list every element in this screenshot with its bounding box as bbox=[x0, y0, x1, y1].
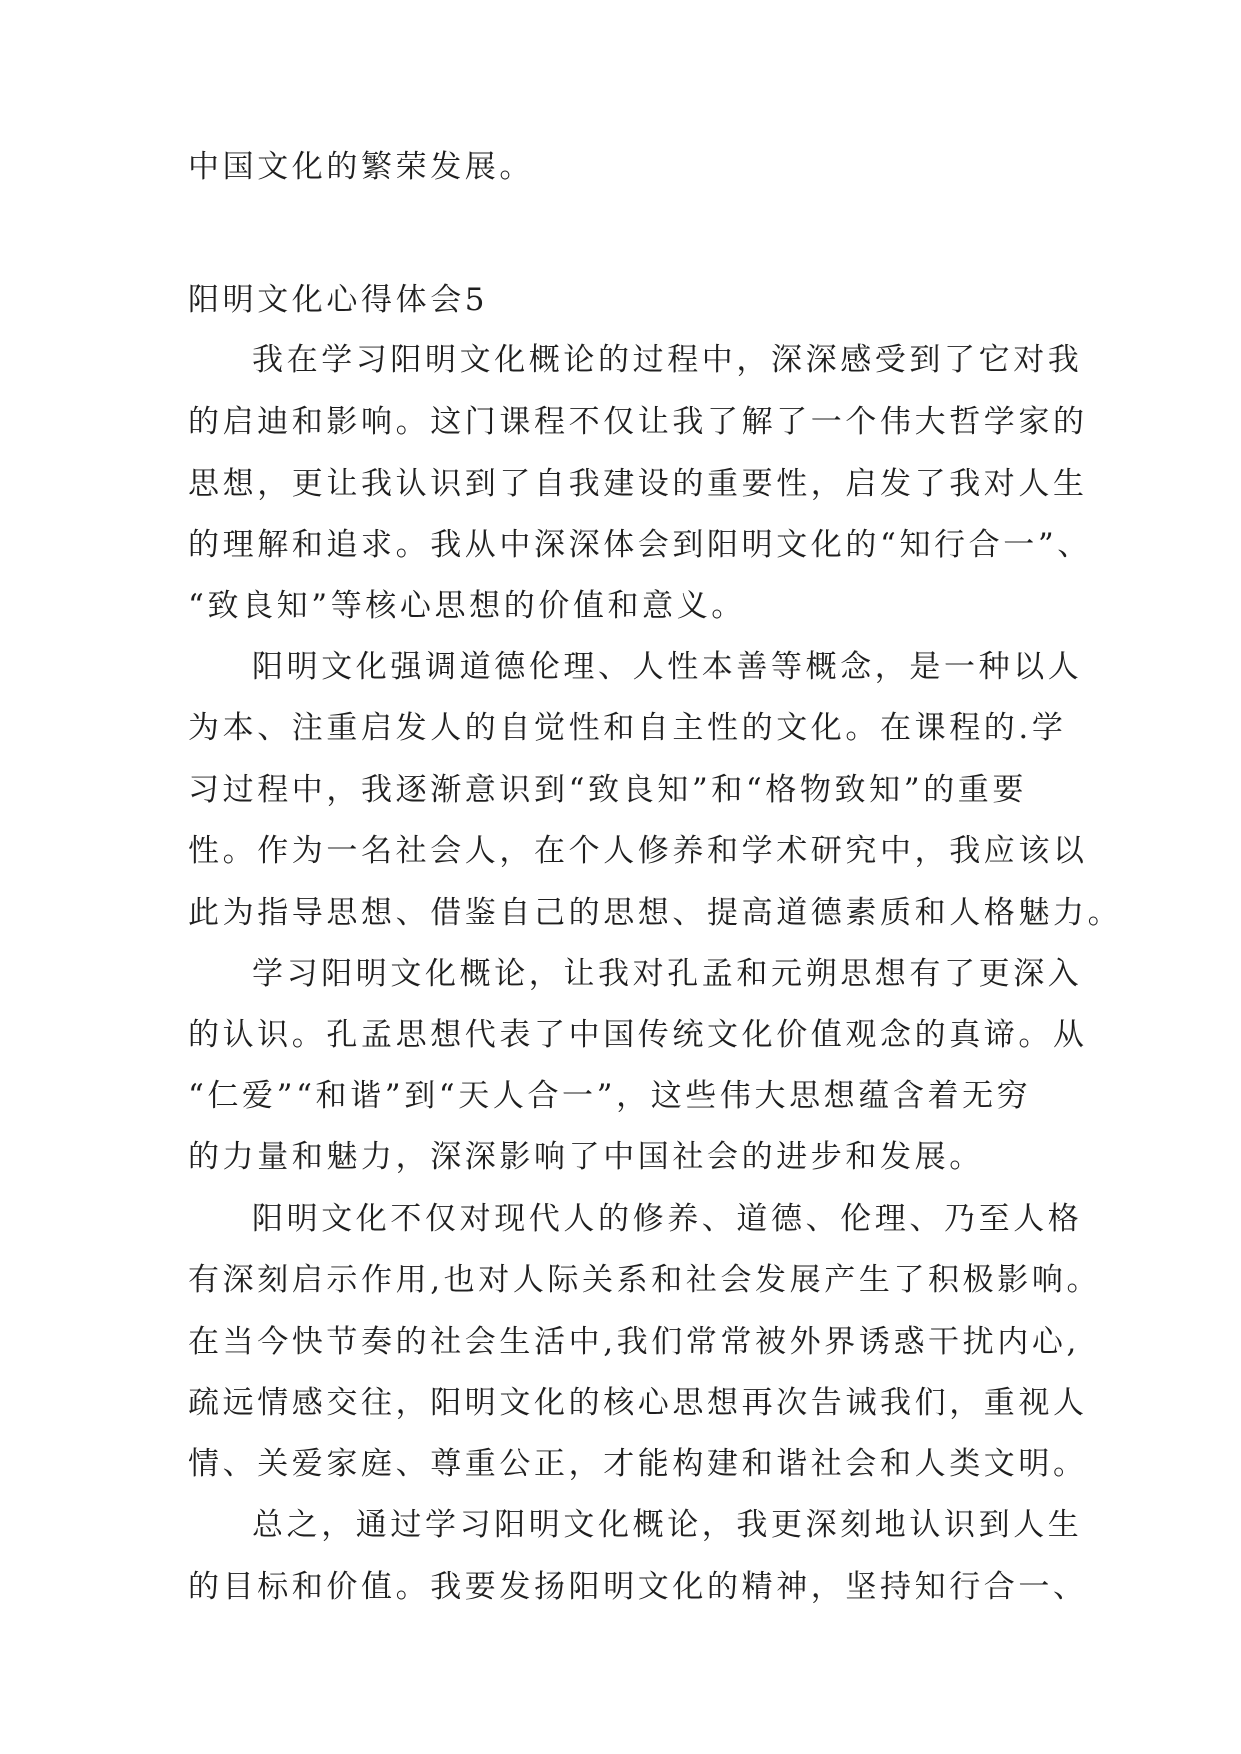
continuation-line: 中国文化的繁荣发展。 bbox=[188, 149, 534, 185]
paragraph-line: 习过程中，我逐渐意识到“致良知”和“格物致知”的重要 bbox=[188, 772, 1027, 808]
paragraph-line: “仁爱”“和谐”到“天人合一”，这些伟大思想蕴含着无穷 bbox=[188, 1078, 1032, 1114]
paragraph-line: 疏远情感交往，阳明文化的核心思想再次告诫我们，重视人 bbox=[188, 1385, 1088, 1421]
paragraph-line: 的认识。孔孟思想代表了中国传统文化价值观念的真谛。从 bbox=[188, 1017, 1088, 1053]
paragraph-line: 的目标和价值。我要发扬阳明文化的精神，坚持知行合一、 bbox=[188, 1569, 1088, 1605]
paragraph-line: 的理解和追求。我从中深深体会到阳明文化的“知行合一”、 bbox=[188, 527, 1092, 563]
paragraph-line: 有深刻启示作用,也对人际关系和社会发展产生了积极影响。 bbox=[188, 1262, 1102, 1298]
paragraph-line: 此为指导思想、借鉴自己的思想、提高道德素质和人格魅力。 bbox=[188, 895, 1123, 931]
paragraph-line: 为本、注重启发人的自觉性和自主性的文化。在课程的.学 bbox=[188, 710, 1067, 746]
paragraph-line: 在当今快节奏的社会生活中,我们常常被外界诱惑干扰内心, bbox=[188, 1324, 1080, 1360]
paragraph-line: 的启迪和影响。这门课程不仅让我了解了一个伟大哲学家的 bbox=[188, 404, 1088, 440]
paragraph-line: 学习阳明文化概论，让我对孔孟和元朔思想有了更深入 bbox=[252, 956, 1083, 992]
paragraph-line: “致良知”等核心思想的价值和意义。 bbox=[188, 588, 746, 624]
paragraph-line: 阳明文化不仅对现代人的修养、道德、伦理、乃至人格 bbox=[252, 1201, 1083, 1237]
section-heading: 阳明文化心得体会5 bbox=[188, 282, 489, 318]
paragraph-line: 性。作为一名社会人，在个人修养和学术研究中，我应该以 bbox=[188, 833, 1088, 869]
paragraph-line: 阳明文化强调道德伦理、人性本善等概念，是一种以人 bbox=[252, 649, 1083, 685]
paragraph-line: 情、关爱家庭、尊重公正，才能构建和谐社会和人类文明。 bbox=[188, 1446, 1088, 1482]
paragraph-line: 总之，通过学习阳明文化概论，我更深刻地认识到人生 bbox=[252, 1507, 1083, 1543]
paragraph-line: 我在学习阳明文化概论的过程中，深深感受到了它对我 bbox=[252, 342, 1083, 378]
paragraph-line: 的力量和魅力，深深影响了中国社会的进步和发展。 bbox=[188, 1139, 984, 1175]
paragraph-line: 思想，更让我认识到了自我建设的重要性，启发了我对人生 bbox=[188, 466, 1088, 502]
